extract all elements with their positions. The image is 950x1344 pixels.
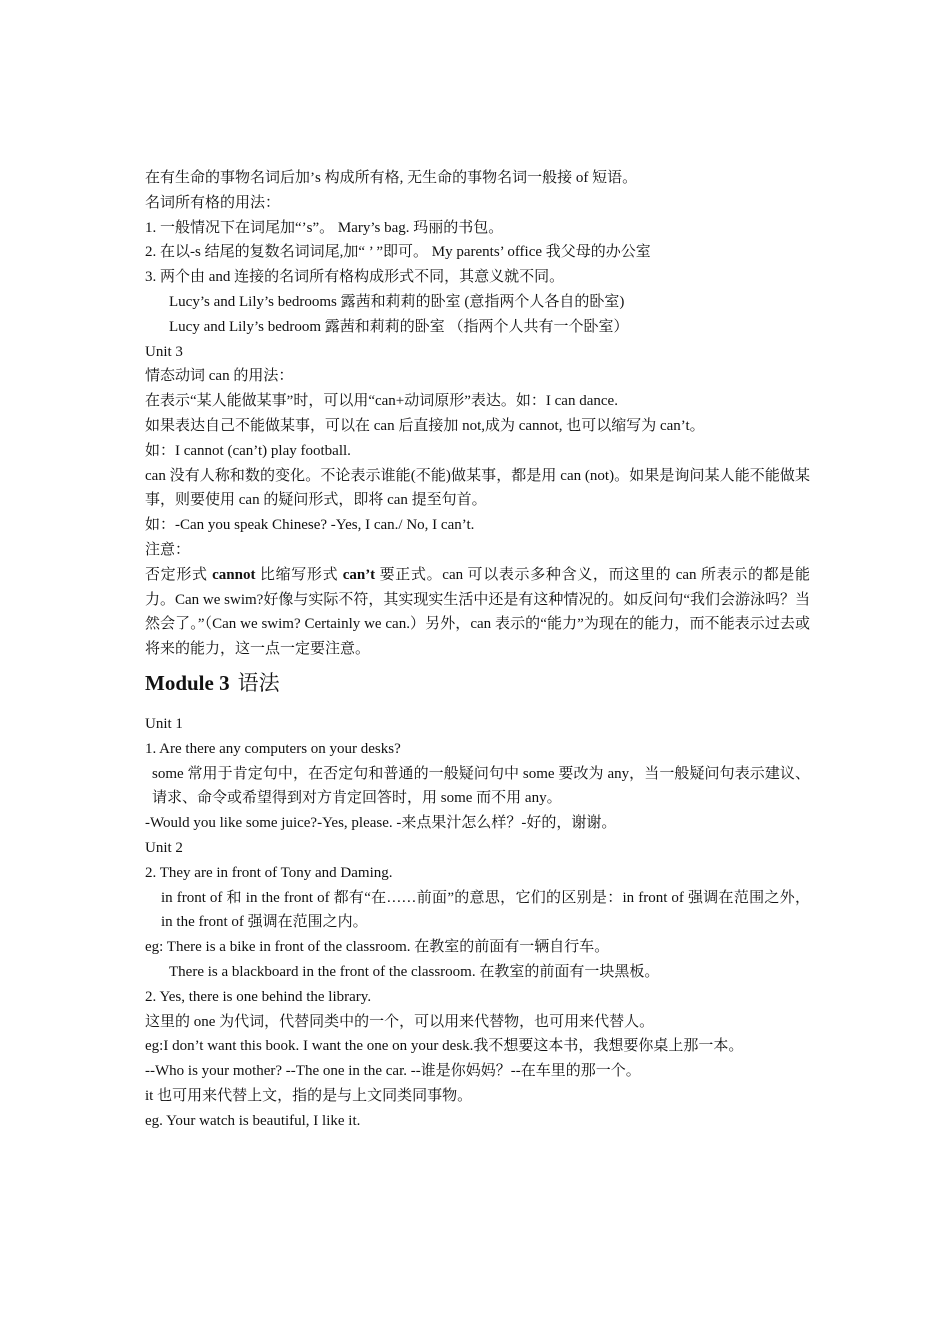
list-item: 2. 在以-s 结尾的复数名词词尾,加“ ’ ”即可。 My parents’ office 我父母的办公室 bbox=[145, 244, 651, 261]
paragraph: in front of 和 in the front of 都有“在……前面”的意思，它们的区别是：in front of 强调在范围之外，in the front of 强调在范围之内。 bbox=[161, 889, 810, 931]
text-line: it 也可用来代替上文，指的是与上文同类同事物。 bbox=[145, 1087, 473, 1104]
module-heading-title: Module 3 bbox=[145, 670, 230, 695]
example-line: eg:I don’t want this book. I want the one on your desk.我不想要这本书，我想要你桌上那一本。 bbox=[145, 1038, 744, 1055]
paragraph: can 没有人称和数的变化。不论表示谁能(不能)做某事，都是用 can (not)。如果是询问某人能不能做某事，则要使用 can 的疑问形式，即将 can 提至句首。 bbox=[145, 467, 810, 509]
document-body bbox=[145, 166, 810, 1133]
section-label: 情态动词 can 的用法： bbox=[145, 368, 294, 385]
list-item: 1. Are there any computers on your desks? bbox=[145, 740, 401, 757]
unit-label: Unit 1 bbox=[145, 715, 183, 732]
example-line: Lucy’s and Lily’s bedrooms 露茜和莉莉的卧室 (意指两个人各自的卧室) bbox=[169, 293, 625, 310]
example-line: -Would you like some juice?-Yes, please. -来点果汁怎么样？-好的，谢谢。 bbox=[145, 815, 617, 832]
bold-term: can’t bbox=[342, 566, 376, 583]
example-line: --Who is your mother? --The one in the car. --谁是你妈妈？--在车里的那一个。 bbox=[145, 1063, 641, 1080]
paragraph-text: 要正式。can 可以表示多种含义，而这里的 can 所表示的都是能力。Can we swim?好像与实际不符，其实现实生活中还是有这种情况的。如反问句“我们会游泳吗？当然会了。”（Can we swim? Certainly we can.）另外，can 表示的“能力”为现在的能力，而不能表示过去或将来的能力，这一点一定要注意。 bbox=[145, 566, 810, 658]
example-line: eg: There is a bike in front of the classroom. 在教室的前面有一辆自行车。 bbox=[145, 939, 610, 956]
module-heading bbox=[145, 668, 810, 698]
unit-label: Unit 3 bbox=[145, 343, 183, 360]
example-line: eg. Your watch is beautiful, I like it. bbox=[145, 1112, 361, 1129]
paragraph: some 常用于肯定句中，在否定句和普通的一般疑问句中 some 要改为 any，当一般疑问句表示建议、请求、命令或希望得到对方肯定回答时，用 some 而不用 any。 bbox=[152, 765, 810, 807]
note-label: 注意： bbox=[145, 541, 191, 558]
list-item: 2. Yes, there is one behind the library. bbox=[145, 988, 372, 1005]
paragraph-text: 否定形式 bbox=[145, 566, 213, 583]
unit-label: Unit 2 bbox=[145, 839, 183, 856]
bold-term: cannot bbox=[212, 566, 256, 583]
text-line: 这里的 one 为代词，代替同类中的一个，可以用来代替物，也可用来代替人。 bbox=[145, 1013, 655, 1030]
paragraph bbox=[145, 563, 810, 662]
example-line: There is a blackboard in the front of the classroom. 在教室的前面有一块黑板。 bbox=[169, 963, 660, 980]
example-line: Lucy and Lily’s bedroom 露茜和莉莉的卧室 （指两个人共有一个卧室） bbox=[169, 318, 629, 335]
example-line: 如：-Can you speak Chinese? -Yes, I can./ No, I can’t. bbox=[145, 517, 475, 534]
text-line: 如果表达自己不能做某事，可以在 can 后直接加 not,成为 cannot, 也可以缩写为 can’t。 bbox=[145, 417, 705, 434]
text-line: 在有生命的事物名词后加’s 构成所有格, 无生命的事物名词一般接 of 短语。 bbox=[145, 170, 638, 186]
text-line: 在表示“某人能做某事”时，可以用“can+动词原形”表达。如：I can dance. bbox=[145, 393, 618, 410]
module-heading-subtitle: 语法 bbox=[237, 670, 280, 695]
paragraph-text: 比缩写形式 bbox=[255, 566, 343, 583]
section-label: 名词所有格的用法： bbox=[145, 194, 281, 211]
list-item: 2. They are in front of Tony and Daming. bbox=[145, 864, 393, 881]
list-item: 3. 两个由 and 连接的名词所有格构成形式不同，其意义就不同。 bbox=[145, 269, 565, 286]
list-item: 1. 一般情况下在词尾加“’s”。 Mary’s bag. 玛丽的书包。 bbox=[145, 219, 504, 236]
example-line: 如：I cannot (can’t) play football. bbox=[145, 442, 351, 459]
